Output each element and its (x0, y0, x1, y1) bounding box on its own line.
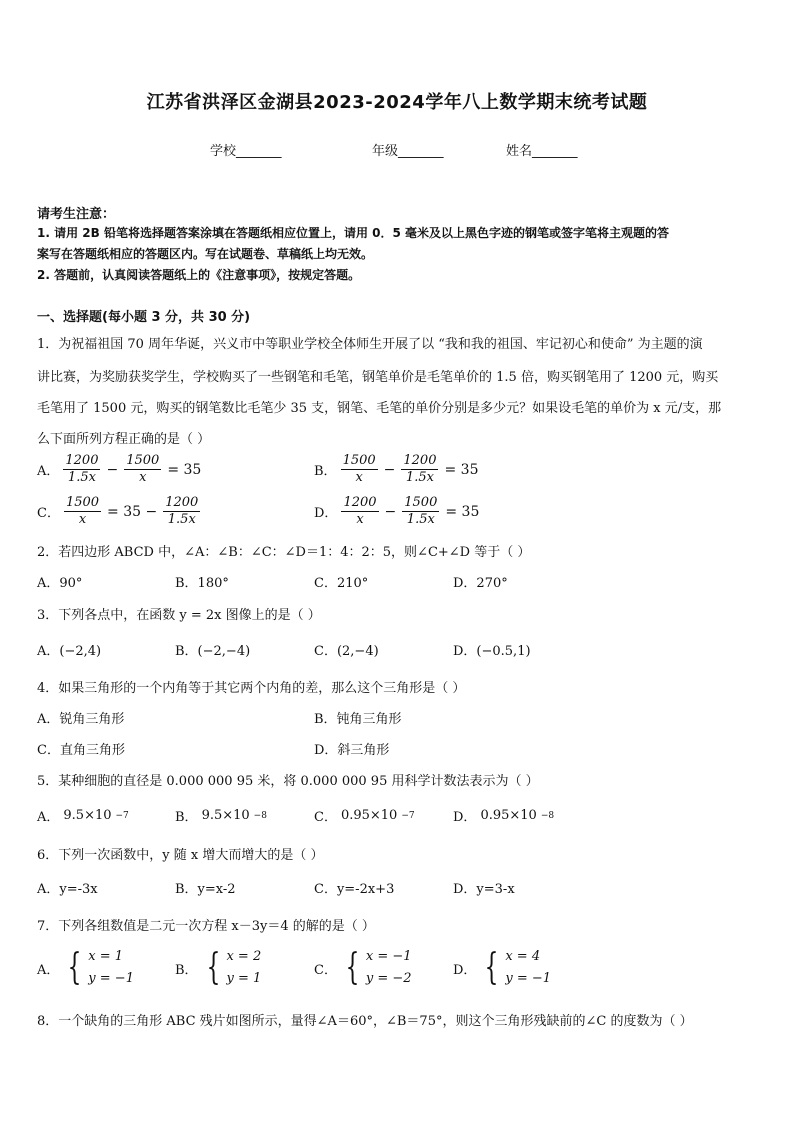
denominator: 1.5x (405, 470, 434, 485)
q4-option-b[interactable]: B．钝角三角形 (314, 712, 402, 727)
fraction (341, 453, 378, 486)
equation-row: x = 4 (505, 949, 541, 964)
q1-stem-2: 讲比赛，为奖励获奖学生，学校购买了一些钢笔和毛笔，钢笔单价是毛笔单价的 1.5 倍，购买钢笔用了 1200 元，购买 (37, 370, 719, 385)
q1-option-c[interactable] (37, 495, 200, 528)
numerator: 1500 (404, 495, 438, 510)
q6-option-d[interactable]: D．y=3-x (453, 882, 515, 897)
q6-option-a[interactable]: A．y=-3x (37, 882, 98, 897)
school-field: 学校_______ (210, 144, 282, 159)
q4-option-d[interactable]: D．斜三角形 (314, 743, 390, 758)
equation-row: y = 1 (226, 971, 262, 986)
exponent: −8 (540, 810, 555, 821)
q5-stem: 5．某种细胞的直径是 0.000 000 95 米，将 0.000 000 95 用科学计数法表示为（ ） (37, 774, 539, 789)
base: 9.5×10 (201, 808, 250, 823)
option-label: A． (37, 810, 60, 825)
option-label: D． (453, 962, 477, 978)
q1-stem-4: 么下面所列方程正确的是（ ） (37, 432, 211, 447)
q7-stem: 7．下列各组数值是二元一次方程 x－3y＝4 的解的是（ ） (37, 919, 375, 934)
q4-option-a[interactable]: A．锐角三角形 (37, 712, 125, 727)
option-label: B． (175, 962, 198, 978)
option-label: B． (175, 810, 198, 825)
q6-stem: 6．下列一次函数中，y 随 x 增大而增大的是（ ） (37, 848, 324, 863)
operator: = 35 − (107, 503, 158, 520)
equation-system (202, 946, 262, 990)
denominator: x (356, 512, 364, 527)
notice-item-1a: 1. 请用 2B 铅笔将选择题答案涂填在答题纸相应位置上，请用 0．5 毫米及以上黑色字迹的钢笔或签字笔将主观题的答 (37, 226, 669, 240)
q1-option-b[interactable] (314, 453, 480, 486)
numerator: 1500 (65, 495, 100, 510)
operator: − (383, 461, 396, 478)
q5-option-d[interactable] (453, 806, 554, 825)
denominator: x (139, 470, 147, 485)
equation-system (341, 946, 412, 990)
option-label: A． (37, 962, 60, 978)
equation-row: x = −1 (365, 949, 412, 964)
q1-option-a[interactable] (37, 453, 203, 486)
fraction (63, 453, 100, 486)
denominator: x (355, 470, 363, 485)
q1-stem-1: 1．为祝福祖国 70 周年华诞，兴义市中等职业学校全体师生开展了以 “我和我的祖国、牢记初心和使命” 为主题的演 (37, 337, 703, 352)
numerator: 1200 (343, 495, 377, 510)
equation-row: x = 1 (88, 949, 124, 964)
q3-stem: 3．下列各点中，在函数 y = 2x 图像上的是（ ） (37, 608, 321, 623)
fraction (402, 495, 439, 528)
option-label: D． (314, 506, 338, 521)
brace-icon: { (485, 947, 499, 988)
page-title: 江苏省洪泽区金湖县2023-2024学年八上数学期末统考试题 (146, 92, 648, 113)
operator: − (384, 503, 397, 520)
q6-option-c[interactable]: C．y=-2x+3 (314, 882, 395, 897)
notice-heading: 请考生注意： (37, 207, 116, 222)
numerator: 1200 (65, 453, 99, 468)
q7-option-a[interactable] (37, 946, 134, 990)
denominator: 1.5x (167, 512, 196, 527)
numerator: 1200 (165, 495, 199, 510)
fraction (341, 495, 378, 528)
equation-row: y = −1 (505, 971, 552, 986)
q1-option-d[interactable] (314, 495, 481, 528)
exponent: −8 (253, 810, 267, 821)
brace-icon: { (67, 947, 82, 988)
fraction (124, 453, 161, 486)
fraction (64, 495, 101, 528)
option-label: D． (453, 810, 477, 825)
option-label: B． (314, 464, 337, 479)
numerator: 1500 (126, 453, 160, 468)
denominator: 1.5x (67, 470, 96, 485)
grade-field: 年级_______ (372, 144, 444, 159)
fraction (401, 453, 438, 486)
q2-option-c[interactable]: C．210° (314, 576, 369, 591)
option-label: C． (314, 962, 337, 978)
equation-row: y = −1 (88, 971, 134, 986)
exponent: −7 (115, 810, 129, 821)
section-heading: 一、选择题(每小题 3 分，共 30 分) (37, 310, 251, 325)
numerator: 1200 (403, 453, 437, 468)
equation-rhs: = 35 (167, 461, 202, 478)
base: 0.95×10 (480, 808, 537, 823)
q3-option-c[interactable]: C．(2,−4) (314, 644, 379, 659)
name-field: 姓名_______ (506, 144, 578, 159)
equation-rhs: = 35 (445, 503, 480, 520)
q5-option-c[interactable] (314, 806, 415, 825)
option-label: C． (314, 810, 337, 825)
q8-stem: 8．一个缺角的三角形 ABC 残片如图所示，量得∠A＝60°，∠B＝75°，则这个三角形残缺前的∠C 的度数为（ ） (37, 1014, 693, 1029)
q5-option-a[interactable] (37, 806, 129, 825)
equation-row: y = −2 (365, 971, 412, 986)
q7-option-c[interactable] (314, 946, 412, 990)
q7-option-b[interactable] (175, 946, 261, 990)
exponent: −7 (401, 810, 415, 821)
base: 9.5×10 (63, 808, 112, 823)
denominator: x (78, 512, 87, 527)
brace-icon: { (206, 947, 220, 988)
base: 0.95×10 (340, 808, 398, 823)
operator: − (106, 461, 119, 478)
equation-system (63, 946, 134, 990)
equation-rhs: = 35 (444, 461, 479, 478)
option-label: A． (37, 464, 60, 479)
q2-option-d[interactable]: D．270° (453, 576, 508, 591)
q1-stem-3: 毛笔用了 1500 元，购买的钢笔数比毛笔少 35 支，钢笔、毛笔的单价分别是多少元？如果设毛笔的单价为 x 元/支，那 (37, 401, 722, 416)
equation-row: x = 2 (226, 949, 262, 964)
equation-system (480, 946, 551, 990)
denominator: 1.5x (406, 512, 435, 527)
q3-option-b[interactable]: B．(−2,−4) (175, 644, 251, 659)
notice-item-1b: 案写在答题纸相应的答题区内。写在试题卷、草稿纸上均无效。 (37, 247, 374, 261)
q2-option-b[interactable]: B．180° (175, 576, 229, 591)
q3-option-a[interactable]: A．(−2,4) (37, 644, 102, 659)
q3-option-d[interactable]: D．(−0.5,1) (453, 644, 531, 659)
brace-icon: { (345, 947, 360, 988)
q7-option-d[interactable] (453, 946, 551, 990)
q5-option-b[interactable] (175, 806, 267, 825)
q4-stem: 4．如果三角形的一个内角等于其它两个内角的差，那么这个三角形是（ ） (37, 681, 466, 696)
q4-option-c[interactable]: C．直角三角形 (37, 743, 125, 758)
notice-item-2: 2. 答题前，认真阅读答题纸上的《注意事项》，按规定答题。 (37, 268, 361, 282)
fraction (163, 495, 200, 528)
q2-stem: 2．若四边形 ABCD 中，∠A：∠B：∠C：∠D＝1：4：2：5，则∠C+∠D 等于（ ） (37, 545, 531, 560)
option-label: C． (37, 506, 60, 521)
numerator: 1500 (342, 453, 376, 468)
q2-option-a[interactable]: A．90° (37, 576, 83, 591)
q6-option-b[interactable]: B．y=x-2 (175, 882, 236, 897)
